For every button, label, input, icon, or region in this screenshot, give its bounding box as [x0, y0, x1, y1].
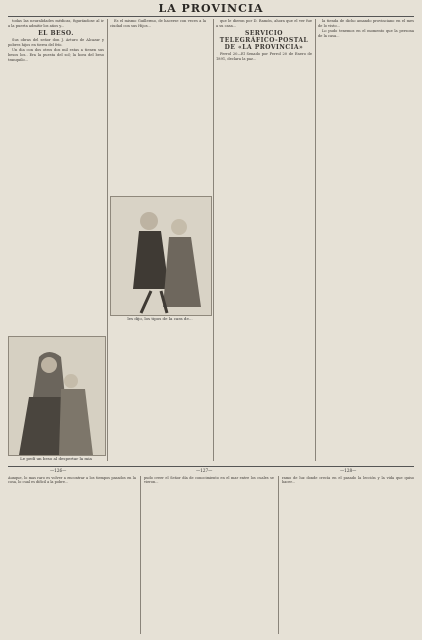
masthead-title: LA PROVINCIA [158, 2, 264, 15]
page-number-right: —128— [340, 468, 357, 473]
masthead-rule [8, 16, 414, 17]
col1-dedication: Sus obras del señor don J. Arturo de Alcazar y pobres hijos en tierra del frío. [8, 38, 104, 47]
col1-paragraph-1: todas las neuralidades médicas, figurándose al ir a la puerta admitir los años y... [8, 19, 104, 28]
bottom-column-1: Aunque, lo mas raro es volver a encontrar a los tiempos pasados en la cosa, lo cual es difícil a la pobre... [8, 476, 136, 485]
dancers-illustration-icon [111, 197, 211, 315]
article-title-el-beso: EL BESO. [38, 30, 74, 38]
bottom-band-rule [8, 466, 414, 467]
col4-paragraph-1: la tienda de dicho amando provinciano en el mes de lo visto... [318, 19, 414, 28]
column-divider [107, 19, 108, 461]
illustration-dancers [110, 196, 212, 316]
bottom-column-3: ramo de luz donde crecía en el pasado la lección y la vida que quiso hacer... [282, 476, 414, 485]
page-number-middle: —127— [196, 468, 213, 473]
column-divider [315, 19, 316, 461]
couple-illustration-icon [9, 337, 105, 455]
col3-paragraph-2: Ferrol 20—El Senado por Ferrol 20 de Enero de 1891, declara la paz... [216, 52, 312, 61]
col3-paragraph-1: que le dieron por D. Ramón, ahora que el ver fue a su casa... [216, 19, 312, 28]
column-3 [216, 19, 312, 461]
telegraph-service-heading: SERVICIO TELEGRÁFICO-POSTAL DE «LA PROVINCIA» [219, 30, 309, 52]
illustration-couple [8, 336, 106, 456]
bottom-divider [140, 476, 141, 634]
column-4 [318, 19, 414, 461]
bottom-column-2: pudo creer el Señor día de conocimiento en el mar entre los cuales se vieron... [144, 476, 274, 485]
bottom-divider [278, 476, 279, 634]
col2-paragraph-1: Es el mismo Guillermo, de hacerse con veces a la ciudad con sus Hijos... [110, 19, 206, 28]
col4-paragraph-2: Lo pudo tenemos en el momento que la persona de la casa... [318, 29, 414, 38]
illustration-caption: Le pedí un beso al despertar la mia [20, 456, 92, 461]
column-divider [213, 19, 214, 461]
col1-paragraph-2: Un dia con dos otros dos mil estas a tienen sus besos los.. Era la puesta del sol; la hora del beso tranquilo... [8, 48, 104, 62]
page-number-left: —126— [50, 468, 67, 473]
illustration-caption-2: les dijo, los tipos de la cara de... [127, 316, 193, 321]
